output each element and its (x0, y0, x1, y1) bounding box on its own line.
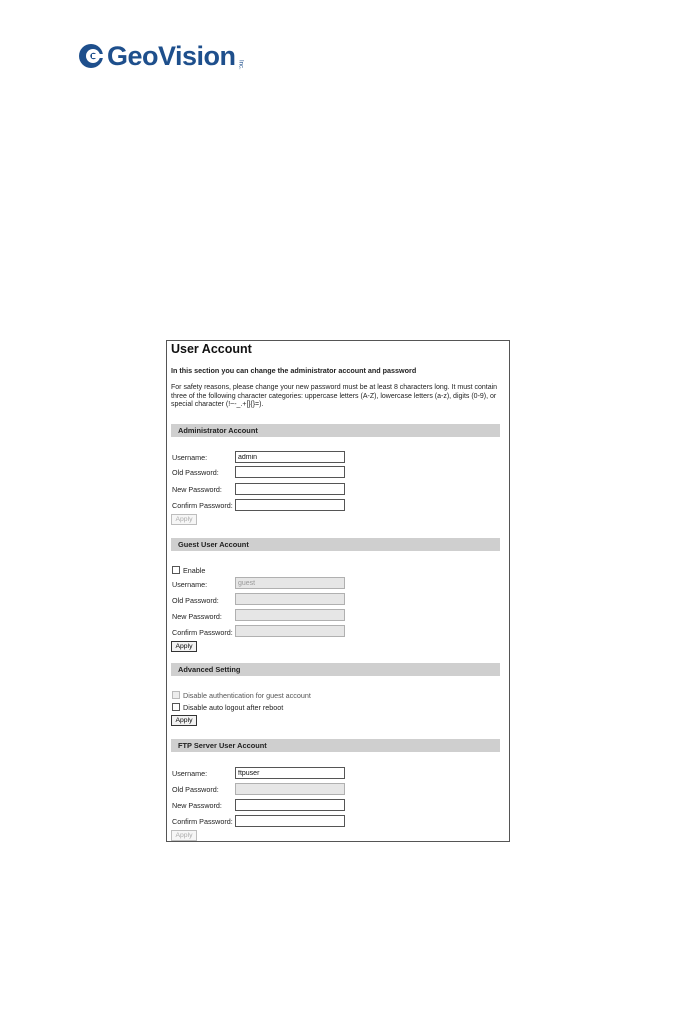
admin-new-password-input[interactable] (235, 483, 345, 495)
geovision-logo-icon (78, 43, 104, 69)
ftp-new-password-label: New Password: (172, 801, 222, 810)
admin-apply-button[interactable]: Apply (171, 514, 197, 525)
guest-enable-checkbox[interactable] (172, 566, 180, 574)
guest-apply-button[interactable]: Apply (171, 641, 197, 652)
admin-new-password-label: New Password: (172, 485, 222, 494)
admin-username-label: Username: (172, 453, 208, 462)
admin-section-header: Administrator Account (171, 424, 500, 437)
guest-enable-label: Enable (183, 566, 206, 575)
ftp-confirm-password-label: Confirm Password: (172, 817, 233, 826)
guest-username-input[interactable] (235, 577, 345, 589)
guest-confirm-password-label: Confirm Password: (172, 628, 233, 637)
geovision-logo (78, 38, 244, 74)
guest-new-password-input[interactable] (235, 609, 345, 621)
guest-old-password-input[interactable] (235, 593, 345, 605)
disable-logout-label: Disable auto logout after reboot (183, 703, 284, 712)
password-note: For safety reasons, please change your new password must be at least 8 characters long. It must contain three of the following character categories: uppercase letters (A-Z), lowercase letters (a-z), digits (0-9), or special character (!~-_.+[]{}=). (171, 384, 498, 409)
admin-old-password-label: Old Password: (172, 468, 219, 477)
brand-name: GeoVision (107, 40, 236, 71)
user-account-panel (166, 340, 510, 842)
guest-username-label: Username: (172, 580, 208, 589)
ftp-old-password-input[interactable] (235, 783, 345, 795)
disable-auth-checkbox[interactable] (172, 691, 180, 699)
admin-confirm-password-label: Confirm Password: (172, 501, 233, 510)
guest-old-password-label: Old Password: (172, 596, 219, 605)
advanced-apply-button[interactable]: Apply (171, 715, 197, 726)
disable-auth-label: Disable authentication for guest account (183, 691, 311, 700)
intro-text: In this section you can change the administrator account and password (171, 366, 417, 375)
brand-suffix: Inc. (237, 60, 244, 70)
guest-section-header: Guest User Account (171, 538, 500, 551)
ftp-new-password-input[interactable] (235, 799, 345, 811)
ftp-username-input[interactable] (235, 767, 345, 779)
ftp-confirm-password-input[interactable] (235, 815, 345, 827)
advanced-section-header: Advanced Setting (171, 663, 500, 676)
disable-logout-checkbox[interactable] (172, 703, 180, 711)
guest-confirm-password-input[interactable] (235, 625, 345, 637)
ftp-section-header: FTP Server User Account (171, 739, 500, 752)
page-title: User Account (171, 342, 252, 356)
admin-confirm-password-input[interactable] (235, 499, 345, 511)
ftp-username-label: Username: (172, 769, 208, 778)
ftp-old-password-label: Old Password: (172, 785, 219, 794)
admin-username-input[interactable] (235, 451, 345, 463)
guest-new-password-label: New Password: (172, 612, 222, 621)
ftp-apply-button[interactable]: Apply (171, 830, 197, 841)
admin-old-password-input[interactable] (235, 466, 345, 478)
